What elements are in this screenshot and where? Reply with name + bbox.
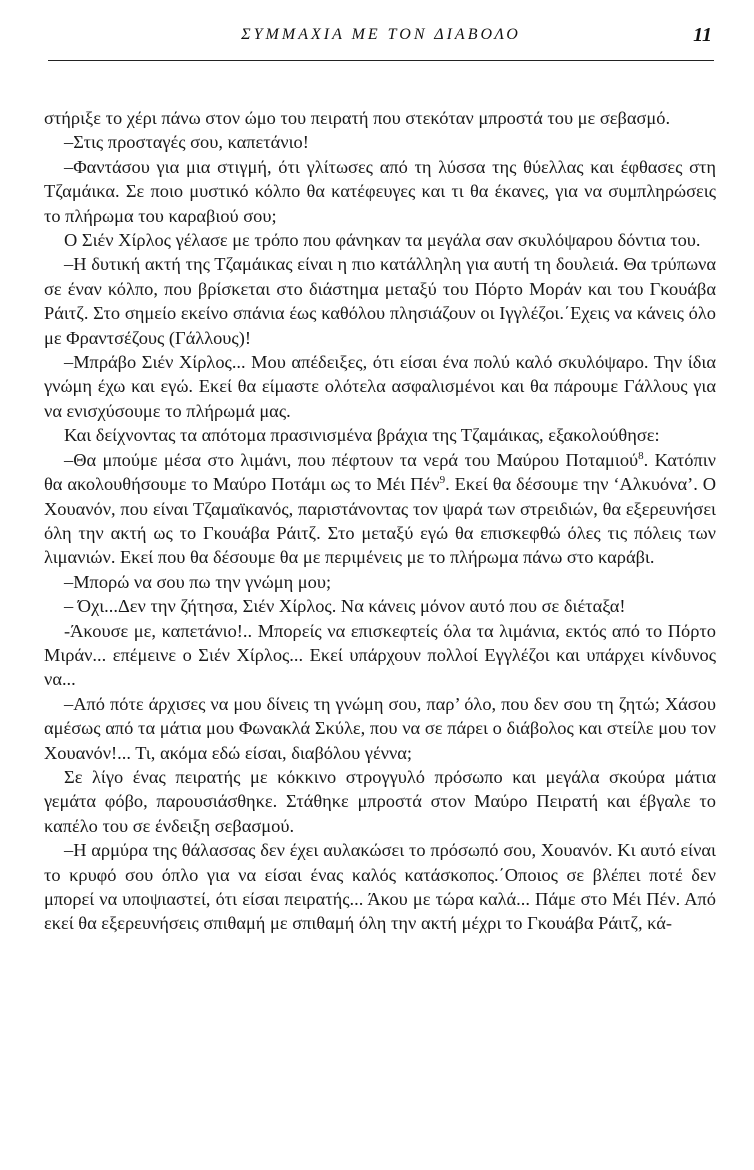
- paragraph: –Από πότε άρχισες να μου δίνεις τη γνώμη σου, παρ’ όλο, που δεν σου τη ζητώ; Χάσου αμέσως από τα μάτια μου Φωνακλά Σκύλε, που να σε πάρει ο διάβολος και στείλε μου τον Χουανόν!... Τι, ακόμα εδώ είσαι, διαβόλου γέννα;: [44, 693, 716, 763]
- paragraph: –Μπράβο Σιέν Χίρλος... Μου απέδειξες, ότι είσαι ένα πολύ καλό σκυλόψαρο. Την ίδια γνώμη έχω και εγώ. Εκεί θα είμαστε ολότελα ασφαλισμένοι και θα πάρουμε Γάλλους για να ενισχύσουμε το πλήρωμά μας.: [44, 352, 716, 421]
- paragraph: –Στις προσταγές σου, καπετάνιο!: [64, 132, 309, 153]
- paragraph-text: –Θα μπούμε μέσα στο λιμάνι, που πέφτουν τα νερά του Μαύρου Ποταμιού: [64, 449, 639, 470]
- paragraph: Ο Σιέν Χίρλος γέλασε με τρόπο που φάνηκαν τα μεγάλα σαν σκυλόψαρου δόντια του.: [64, 230, 701, 251]
- header-rule: [48, 60, 714, 61]
- body-text: [44, 106, 716, 936]
- paragraph: – Όχι...Δεν την ζήτησα, Σιέν Χίρλος. Να κάνεις μόνον αυτό που σε διέταξα!: [64, 596, 626, 617]
- paragraph: –Η αρμύρα της θάλασσας δεν έχει αυλακώσει το πρόσωπό σου, Χουανόν. Κι αυτό είναι το κρυφό σου όπλο για να είσαι ένας καλός κατάσκοπος.΄Οποιος σε βλέπει ποτέ δεν μπορεί να υποψιαστεί, ότι είσαι πειρατής... Άκου με τώρα καλά... Πάμε στο Μέι Πέν. Από εκεί θα εξερευνήσεις σπιθαμή με σπιθαμή όλη την ακτή μέχρι το Γκουάβα Ράιτζ, κά-: [44, 840, 716, 934]
- paragraph-text: . Κατόπιν θα ακολουθήσουμε το Μαύρο Ποτάμι ως το Μέι Πέν: [44, 449, 716, 495]
- paragraph: Και δείχνοντας τα απότομα πρασινισμένα βράχια της Τζαμάικας, εξακολούθησε:: [64, 425, 660, 446]
- paragraph-with-footnotes: [44, 448, 716, 570]
- paragraph: στήριξε το χέρι πάνω στον ώμο του πειρατή που στεκόταν μπροστά του με σεβασμό.: [44, 108, 671, 128]
- paragraph: -Άκουσε με, καπετάνιο!.. Μπορείς να επισκεφτείς όλα τα λιμάνια, εκτός από το Πόρτο Μιράν... επέμεινε ο Σιέν Χίρλος... Εκεί υπάρχουν πολλοί Εγγλέζοι και υπάρχει κίνδυνος να...: [44, 620, 716, 690]
- paragraph: –Η δυτική ακτή της Τζαμάικας είναι η πιο κατάλληλη για αυτή τη δουλειά. Θα τρύπωνα σε έναν κόλπο, που βρίσκεται στο διάστημα μεταξύ του Πόρτο Μοράν και του Γκουάβα Ράιτζ. Στο σημείο εκείνο σπάνια έως καθόλου πλησιάζουν οι Ιγγλέζοι.΄Εχεις να κάνεις όλο με Φραντσέζους (Γάλλους)!: [44, 254, 716, 348]
- paragraph: Σε λίγο ένας πειρατής με κόκκινο στρογγυλό πρόσωπο και μεγάλα σκούρα μάτια γεμάτα φόβο, παρουσιάσθηκε. Στάθηκε μπροστά στον Μαύρο Πειρατή και έβγαλε το καπέλο του σε ένδειξη σεβασμού.: [44, 766, 716, 836]
- running-title: ΣΥΜΜΑΧΙΑ ΜΕ ΤΟΝ ΔΙΑΒΟΛΟ: [241, 26, 521, 43]
- paragraph: –Μπορώ να σου πω την γνώμη μου;: [64, 571, 332, 592]
- footnote-marker: 9: [439, 473, 446, 486]
- paragraph: –Φαντάσου για μια στιγμή, ότι γλίτωσες από τη λύσσα της θύελλας και έφθασες στη Τζαμάικα. Σε ποιο μυστικό κόλπο θα κατέφευγες και τι θα έκανες, για να συμπληρώσεις το πλήρωμα του καραβιού σου;: [44, 156, 716, 226]
- running-header: [48, 24, 714, 58]
- footnote-marker: 8: [638, 449, 644, 462]
- paragraph-text: . Εκεί θα δέσουμε την ‘Αλκυόνα’. Ο Χουανόν, που είναι Τζαμαϊκανός, παριστάνοντας τον ψαρά των στρειδιών, θα εξερευνήσει όλη την ακτή ως το Γκουάβα Ράιτζ. Στο μεταξύ εγώ θα επισκεφθώ όλες τις πόλεις των λιμανιών. Εκεί που θα δέσουμε θα με περιμένεις με το πλήρωμα πάνω στο καράβι.: [44, 474, 716, 568]
- page-number: 11: [693, 24, 712, 46]
